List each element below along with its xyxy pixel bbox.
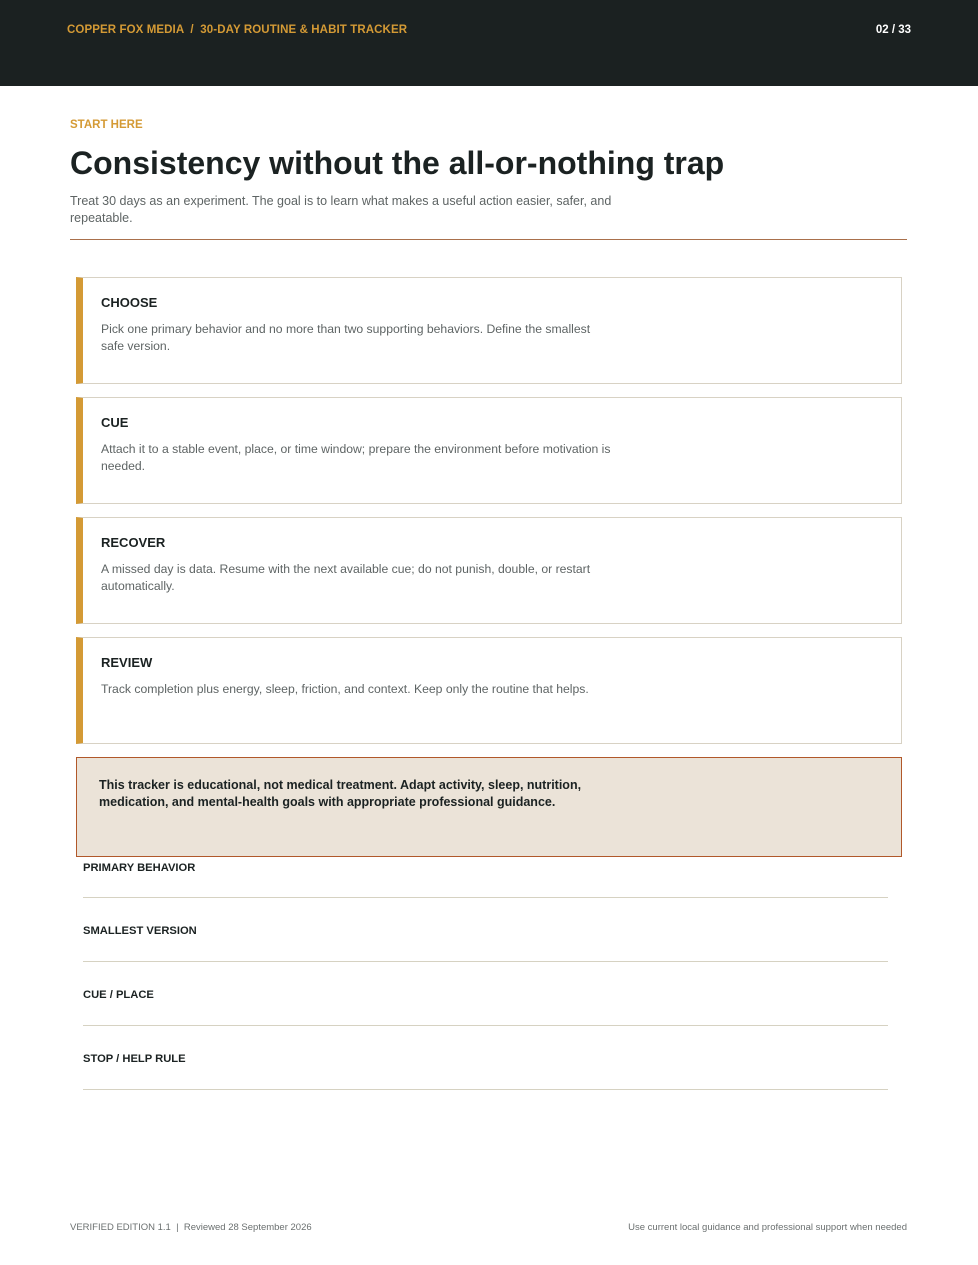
card-body: Attach it to a stable event, place, or time window; prepare the environment before motivation is needed.: [101, 442, 611, 473]
field-label: STOP / HELP RULE: [83, 1053, 186, 1065]
card-title: CHOOSE: [101, 295, 158, 310]
page-title: Consistency without the all-or-nothing trap: [70, 145, 725, 181]
disclaimer-text: This tracker is educational, not medical treatment. Adapt activity, sleep, nutrition, medication, and mental-health goals with appropriate professional guidance.: [99, 778, 582, 809]
card-body: A missed day is data. Resume with the next available cue; do not punish, double, or restart automatically.: [101, 562, 591, 593]
top-bar: [0, 0, 978, 86]
field-label: SMALLEST VERSION: [83, 925, 197, 937]
card-review: [76, 637, 902, 744]
field-primary-behavior[interactable]: [83, 862, 888, 898]
field-cue-place[interactable]: [83, 989, 888, 1026]
card-title: RECOVER: [101, 535, 166, 550]
card-body: Pick one primary behavior and no more than two supporting behaviors. Define the smallest safe version.: [101, 322, 591, 353]
footer-edition: VERIFIED EDITION 1.1 | Reviewed 28 September 2026: [70, 1222, 312, 1233]
field-label: CUE / PLACE: [83, 989, 154, 1001]
medical-disclaimer: [76, 757, 902, 857]
section-divider: [70, 239, 907, 240]
field-smallest-version[interactable]: [83, 925, 888, 962]
card-title: CUE: [101, 415, 129, 430]
footer-guidance: Use current local guidance and professional support when needed: [628, 1222, 907, 1233]
card-title: REVIEW: [101, 655, 153, 670]
brand-breadcrumb: COPPER FOX MEDIA / 30-DAY ROUTINE & HABIT TRACKER: [67, 24, 408, 36]
intro-text: Treat 30 days as an experiment. The goal is to learn what makes a useful action easier, safer, and repeatable.: [70, 194, 612, 225]
card-body: Track completion plus energy, sleep, friction, and context. Keep only the routine that helps.: [101, 682, 589, 696]
card-recover: [76, 517, 902, 624]
page-indicator: 02 / 33: [875, 24, 911, 36]
field-stop-help-rule[interactable]: [83, 1053, 888, 1090]
card-cue: [76, 397, 902, 504]
section-eyebrow: START HERE: [70, 119, 143, 131]
card-choose: [76, 277, 902, 384]
field-label: PRIMARY BEHAVIOR: [83, 862, 196, 874]
